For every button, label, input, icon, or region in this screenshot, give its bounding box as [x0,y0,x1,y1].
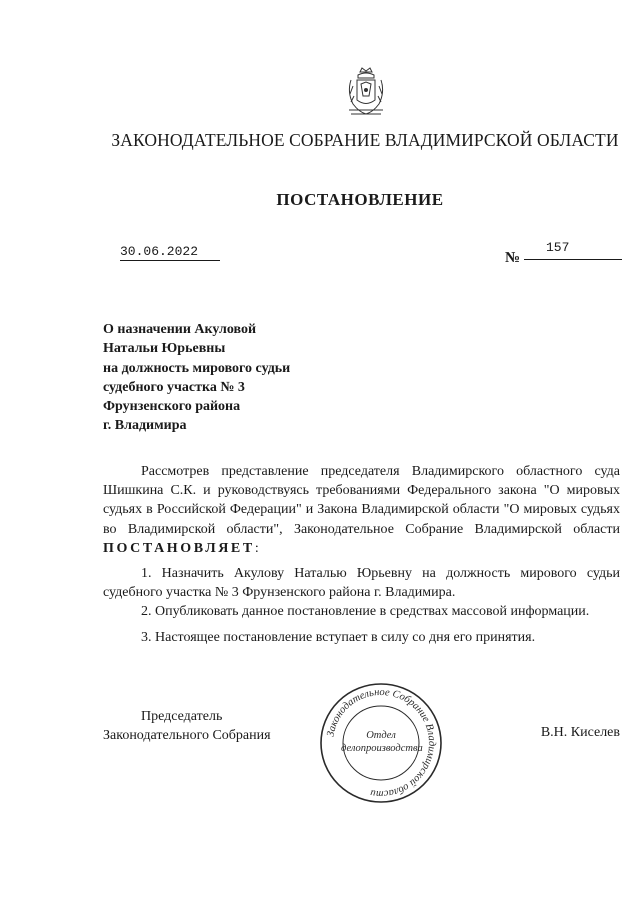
signatory-title-line2: Законодательного Собрания [103,728,271,743]
subject-line: О назначении Акуловой [103,322,257,337]
stamp-center-text [341,729,421,755]
subject-line: Фрунзенского района [103,399,241,415]
stamp-ring-text: Законодательное Собрание Владимирской области [325,686,438,800]
signatory-title [103,707,271,745]
subject-line: на должность мирового судьи [103,360,291,376]
organization-name: ЗАКОНОДАТЕЛЬНОЕ СОБРАНИЕ ВЛАДИМИРСКОЙ ОБЛАСТИ [111,130,619,150]
stamp-center-line2: делопроизводства [341,743,423,754]
preamble-paragraph [103,462,620,558]
subject-block [103,320,290,436]
signatory-name: В.Н. Киселев [540,725,620,740]
preamble-text: Рассмотрев представление председателя Владимирского областного суда Шишкина С.К. и руководствуясь требованиями Федерального закона "О мировых судьях в Российской Федерации" и Закона Владимирской области "О мировых судьях во Владимирской области", Законодательное Собрание Владимирской области [103,464,620,537]
item-3: 3. Настоящее постановление вступает в силу со дня его принятия. [141,629,536,645]
signatory-title-line1: Председатель [141,709,223,724]
body-text [103,462,620,647]
document-date: 30.06.2022 [120,244,220,261]
decree-word: ПОСТАНОВЛЯЕТ [103,540,255,556]
decree-colon: : [254,540,259,556]
subject-line: г. Владимира [103,418,187,434]
document-type: ПОСТАНОВЛЕНИЕ [276,190,444,209]
item-2: 2. Опубликовать данное постановление в средствах массовой информации. [141,604,590,620]
subject-line: судебного участка № 3 [103,379,245,395]
document-number: 157 [524,240,622,260]
number-sign: № [505,250,521,266]
item-1: 1. Назначить Акулову Наталью Юрьевну на должность мирового судьи судебного участка № 3 Фрунзенского района г. Владимира. [103,566,620,601]
coat-of-arms-icon [345,66,387,120]
subject-line: Натальи Юрьевны [103,341,226,357]
stamp-center-line1: Отдел [366,730,396,741]
